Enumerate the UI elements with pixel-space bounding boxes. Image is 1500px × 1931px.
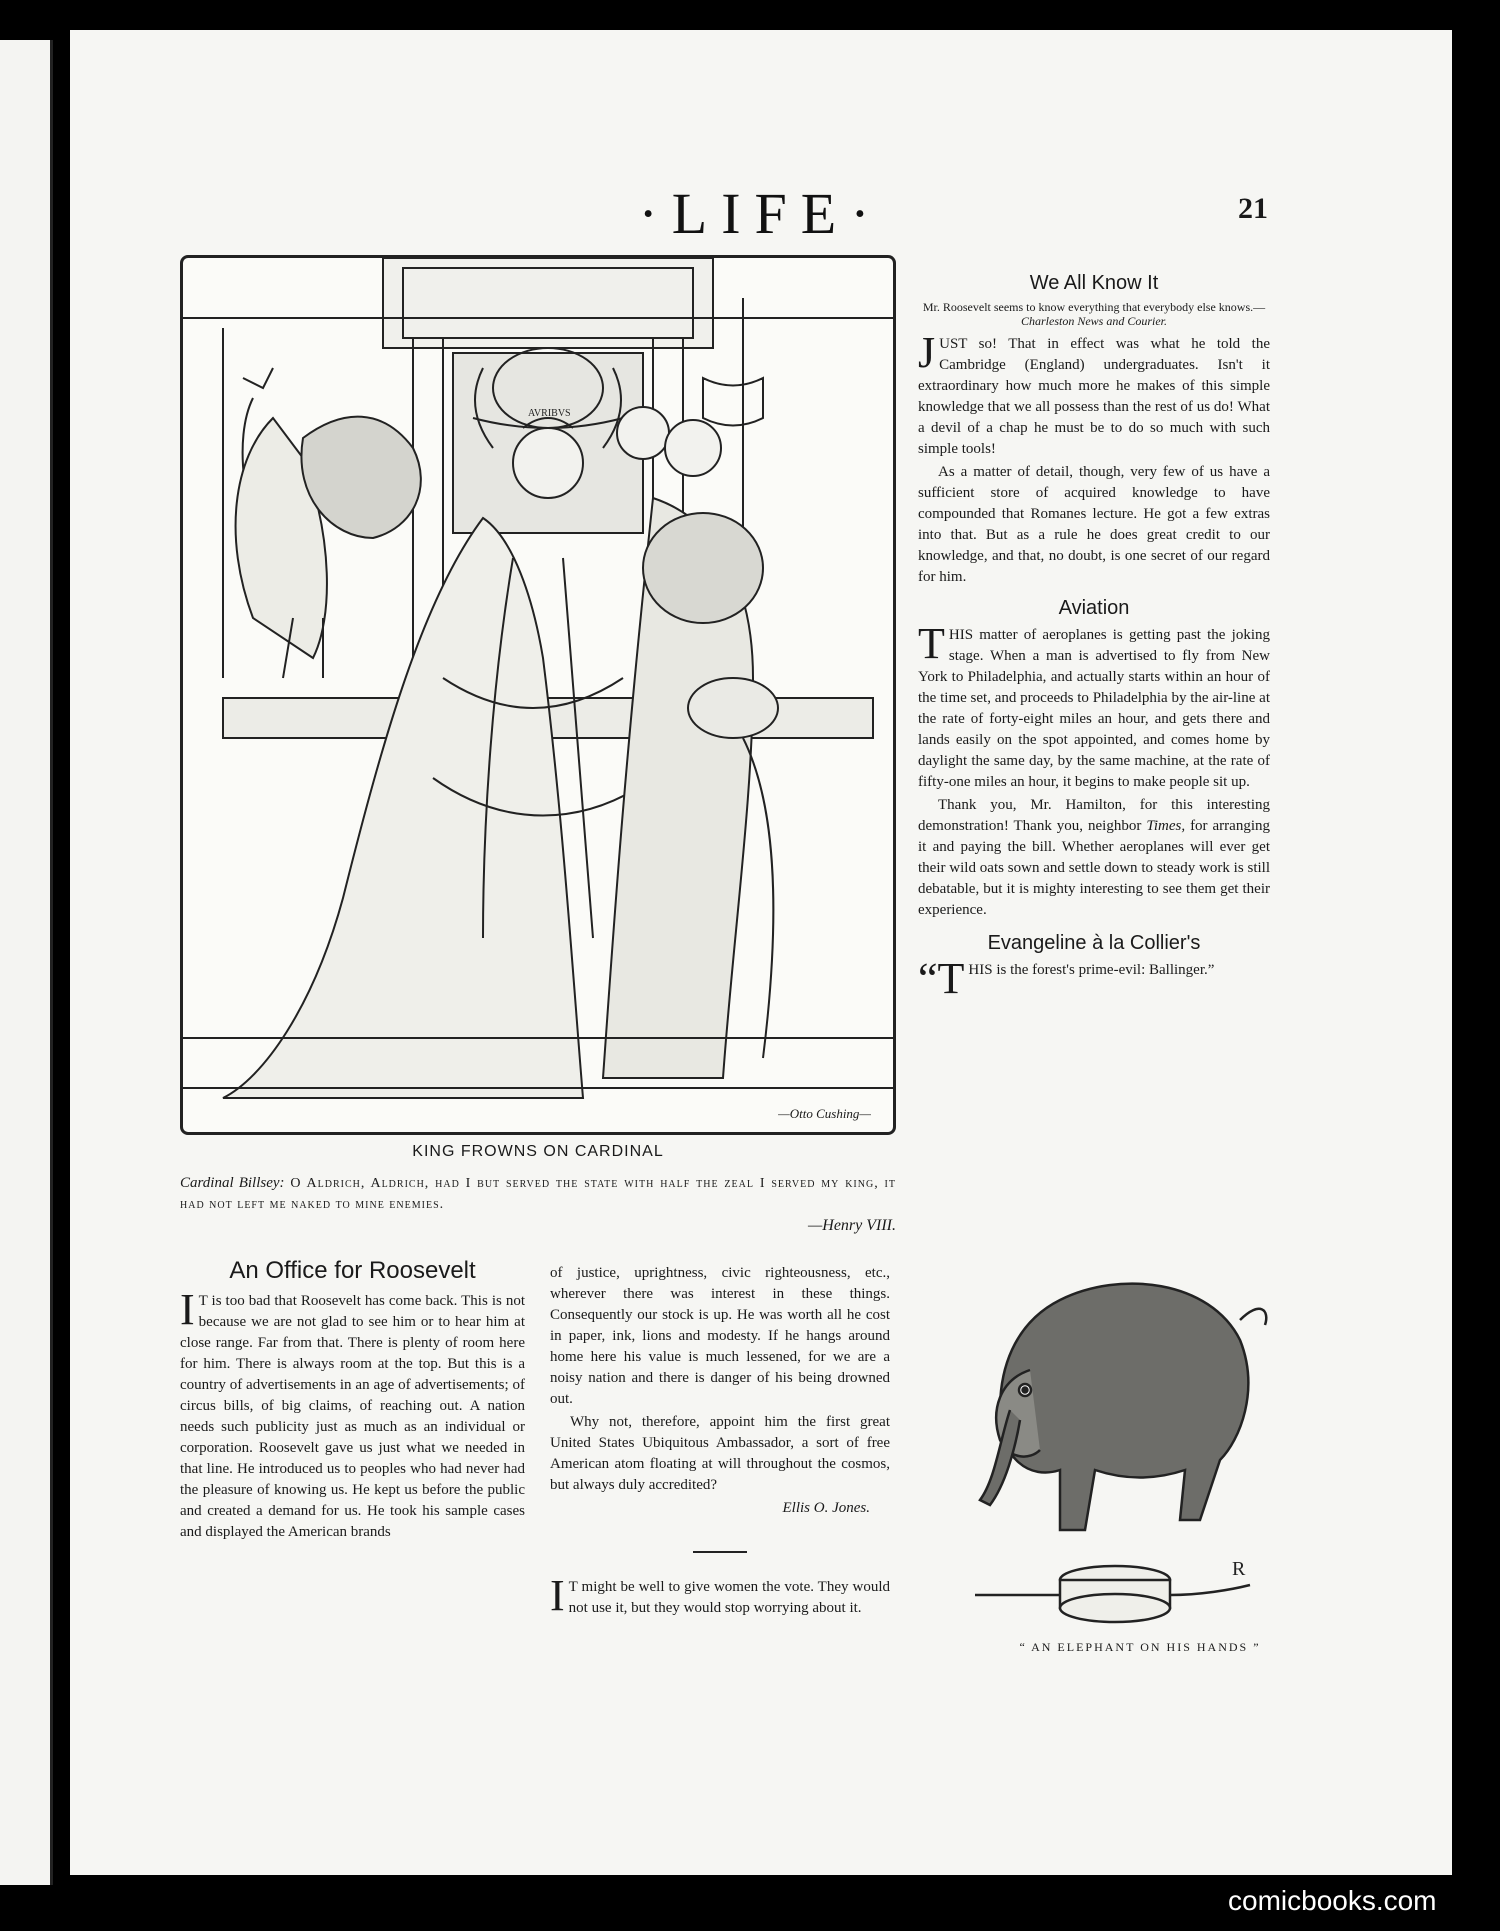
elephant-caption: “ AN ELEPHANT ON HIS HANDS ”	[1019, 1640, 1261, 1654]
cartoon-illustration	[180, 255, 896, 1135]
evangeline-heading: Evangeline à la Collier's	[987, 932, 1201, 954]
aviation-para2-b: for arranging it and paying the bill. Whether aeroplanes will ever get their wild oats sown and settle down to steady work is still debatable, but it is mighty interesting to see them get their experience.	[918, 818, 1270, 918]
aviation-para1	[918, 619, 1270, 793]
office-article-dropcap: I	[180, 1285, 195, 1334]
evangeline-text: HIS is the forest's prime-evil: Ballinger.”	[968, 962, 1215, 978]
evangeline-dropcap: “T	[918, 954, 965, 1003]
facing-page-edge	[0, 40, 53, 1885]
evangeline-text-para	[918, 954, 1270, 1003]
aviation-para2-a: Thank you, Mr. Hamilton, for this interesting demonstration! Thank you, neighbor	[918, 797, 1270, 834]
women-vote-dropcap: I	[550, 1571, 565, 1620]
elephant-drawing	[970, 1260, 1270, 1625]
we-all-know-para2: As a matter of detail, though, very few of us have a sufficient store of acquired knowledge to have compounded that Romanes lecture. He got a few extras into that. But as a rule he does great credit to our knowledge, and that, no doubt, is one secret of our regard for him.	[918, 464, 1270, 585]
we-all-know-epigraph	[918, 300, 1270, 328]
epigraph-source: Charleston News and Courier.	[1020, 314, 1167, 328]
page-number: 21	[1238, 192, 1268, 225]
epigraph-text: Mr. Roosevelt seems to know everything that everybody else knows.—	[922, 300, 1266, 314]
office-article-byline: Ellis O. Jones.	[782, 1500, 870, 1516]
section-divider	[693, 1551, 747, 1553]
aviation-para1-text: HIS matter of aeroplanes is getting past the joking stage. When a man is advertised to fly from New York to Philadelphia, and actually starts within an hour of the time set, and proceeds to Philadelphia by the air-line at the rate of forty-eight miles an hour, and gets there and lands easily on the spot appointed, and comes home by daylight the same day, by the same machine, at the rate of fifty-one miles an hour, it begins to make people sit up.	[918, 627, 1270, 790]
crest-motto: AVRIBVS	[528, 408, 571, 419]
site-watermark: comicbooks.com	[1228, 1885, 1437, 1916]
office-article-para1-text: T is too bad that Roosevelt has come back. This is not because we are not glad to see him or to hear him at close range. Far from that. There is plenty of room here for him. There is always room at the top. But this is a country of advertisements in an age of advertisements; of circus bills, of big claims, of reaching out. A nation needs such publicity just as much as an individual or corporation. Roosevelt gave us just what we needed in that line. He introduced us to peoples who had never had the pleasure of knowing us. He kept us before the public and created a demand for us. He took his sample cases and displayed the American brands	[180, 1293, 525, 1540]
caption-attribution: —Henry VIII.	[808, 1217, 896, 1234]
caption-quote: O Aldrich, Aldrich, had I but served the state with half the zeal I served my king, it had not left me naked to mine enemies.	[180, 1176, 896, 1212]
aviation-dropcap: T	[918, 619, 945, 668]
aviation-heading: Aviation	[1058, 597, 1130, 619]
we-all-know-para1-text: UST so! That in effect was what he told the Cambridge (England) undergraduates. Isn't it extraordinary how much more he makes of this simple knowledge that we all possess than the rest of us do! What a devil of a chap he must be to do so much with such simple tools!	[918, 336, 1270, 457]
right-column	[918, 272, 1270, 1003]
caption-speaker: Cardinal Billsey:	[180, 1175, 285, 1191]
office-article-column	[180, 1257, 525, 1545]
women-vote-paragraph	[550, 1571, 890, 1620]
elephant-illustration	[970, 1260, 1270, 1625]
office-article-para2: Why not, therefore, appoint him the first great United States Ubiquitous Ambassador, a sort of free American atom floating at will throughout the cosmos, but always duly accredited?	[550, 1414, 890, 1493]
cartoon-drawing	[183, 258, 893, 1132]
aviation-para2	[918, 795, 1270, 921]
elephant-artist-mark: R	[1232, 1558, 1246, 1580]
office-article-para1	[180, 1285, 525, 1543]
cartoon-caption	[180, 1173, 896, 1236]
we-all-know-dropcap: J	[918, 328, 936, 377]
aviation-para2-italic: Times,	[1146, 818, 1186, 834]
artist-signature: —Otto Cushing—	[778, 1106, 871, 1121]
office-article-heading: An Office for Roosevelt	[229, 1257, 476, 1284]
we-all-know-heading: We All Know It	[1029, 272, 1159, 294]
masthead: ·LIFE·	[638, 181, 884, 246]
office-article-continuation	[550, 1263, 890, 1621]
we-all-know-para1	[918, 328, 1270, 460]
cartoon-title: KING FROWNS ON CARDINAL	[412, 1143, 664, 1160]
office-article-para1-cont: of justice, uprightness, civic righteousness, etc., wherever there was interest in these things. Consequently our stock is up. He was worth all he cost in paper, ink, lions and modesty. If he hangs around home here his value is much lessened, for we are a noisy nation and there is danger of his being drowned out.	[550, 1265, 890, 1407]
women-vote-text: T might be well to give women the vote. They would not use it, but they would stop worrying about it.	[568, 1579, 890, 1616]
magazine-page	[70, 30, 1452, 1875]
